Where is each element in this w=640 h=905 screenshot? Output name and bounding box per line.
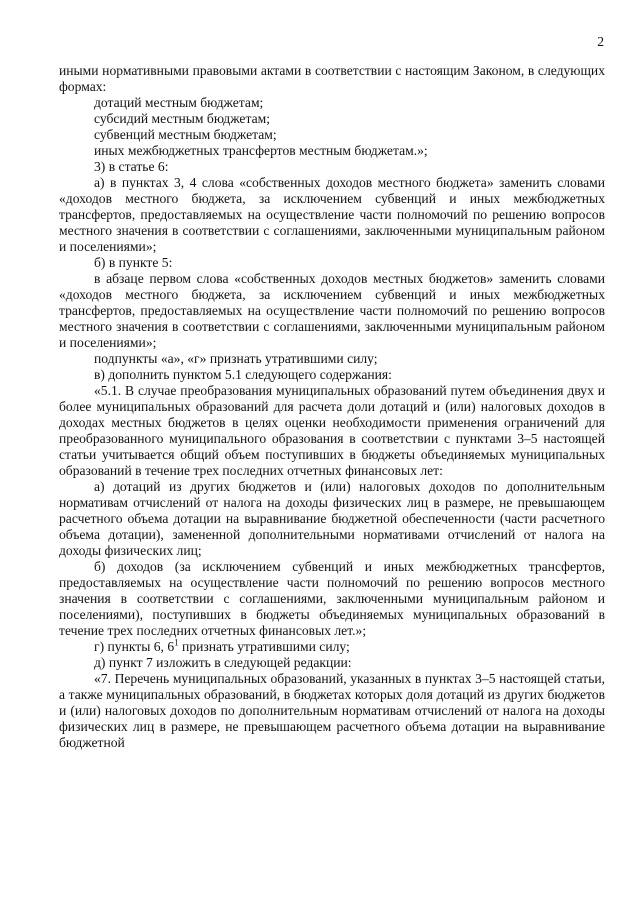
list-item-other-transfers: иных межбюджетных трансфертов местным бюджетам.»;: [94, 143, 428, 158]
paragraph-subitems-void: подпункты «а», «г» признать утратившими силу;: [94, 351, 378, 366]
paragraph-intro: иными нормативными правовыми актами в соответствии с настоящим Законом, в следующих формах:: [59, 63, 605, 94]
item-g-text: г) пункты 6, 6: [94, 639, 175, 654]
list-item-subventions: субвенций местным бюджетам;: [94, 127, 277, 142]
item-g-text-after: признать утратившими силу;: [178, 639, 350, 654]
paragraph-item-b-text: в абзаце первом слова «собственных доходов местных бюджетов» заменить словами «доходов местного бюджета, за исключением субвенций и иных межбюджетных трансфертов, предоставляемых на осуществление части полномочий по решению вопросов местного значения в соответствии с соглашениями, заключенными муниципальным районом и поселениями»;: [59, 271, 605, 350]
paragraph-5-1-b: б) доходов (за исключением субвенций и иных межбюджетных трансфертов, предоставляемых на осуществление части полномочий по решению вопросов местного значения в соответствии с соглашениями, заключенными муниципальным районом и поселениями), поступивших в бюджеты объединяемых муниципальных образований в течение трех последних отчетных финансовых лет.»;: [59, 559, 605, 638]
paragraph-7: «7. Перечень муниципальных образований, указанных в пунктах 3–5 настоящей статьи, а также муниципальных образований, в бюджетах которых доля дотаций из других бюджетов и (или) налоговых доходов по дополнительным нормативам отчислений от налога на доходы физических лиц в размере, не превышающем расчетного объема дотации на выравнивание бюджетной: [59, 671, 605, 750]
paragraph-5-1-a: а) дотаций из других бюджетов и (или) налоговых доходов по дополнительным нормативам отчислений от налога на доходы физических лиц в размере, не превышающем расчетного объема дотации на выравнивание бюджетной обеспеченности (части расчетного объема дотации), замененной дополнительными нормативами отчислений от налога на доходы физических лиц;: [59, 479, 605, 558]
paragraph-article-6: 3) в статье 6:: [94, 159, 169, 174]
paragraph-item-d: д) пункт 7 изложить в следующей редакции:: [94, 655, 352, 670]
paragraph-item-v: в) дополнить пунктом 5.1 следующего содержания:: [94, 367, 392, 382]
document-body: [59, 63, 605, 751]
paragraph-item-g: [59, 639, 605, 655]
paragraph-item-a: а) в пунктах 3, 4 слова «собственных доходов местного бюджета» заменить словами «доходов местного бюджета, за исключением субвенций и иных межбюджетных трансфертов, предоставляемых на осуществление части полномочий по решению вопросов местного значения в соответствии с соглашениями, заключенными муниципальным районом и поселениями»;: [59, 175, 605, 254]
paragraph-5-1: «5.1. В случае преобразования муниципальных образований путем объединения двух и более муниципальных образований для расчета доли дотаций и (или) налоговых доходов в доходах местных бюджетов в целях оценки необходимости применения ограничений для преобразованного муниципального образования в соответствии с пунктами 3–5 настоящей статьи учитывается общий объем поступивших в бюджеты объединяемых муниципальных образований в течение трех последних отчетных финансовых лет:: [59, 383, 605, 478]
list-item-subsidies: субсидий местным бюджетам;: [94, 111, 270, 126]
paragraph-item-b: б) в пункте 5:: [94, 255, 173, 270]
page-number: 2: [597, 34, 604, 49]
list-item-subsidies-dotation: дотаций местным бюджетам;: [94, 95, 264, 110]
item-g-superscript: 1: [174, 637, 179, 648]
